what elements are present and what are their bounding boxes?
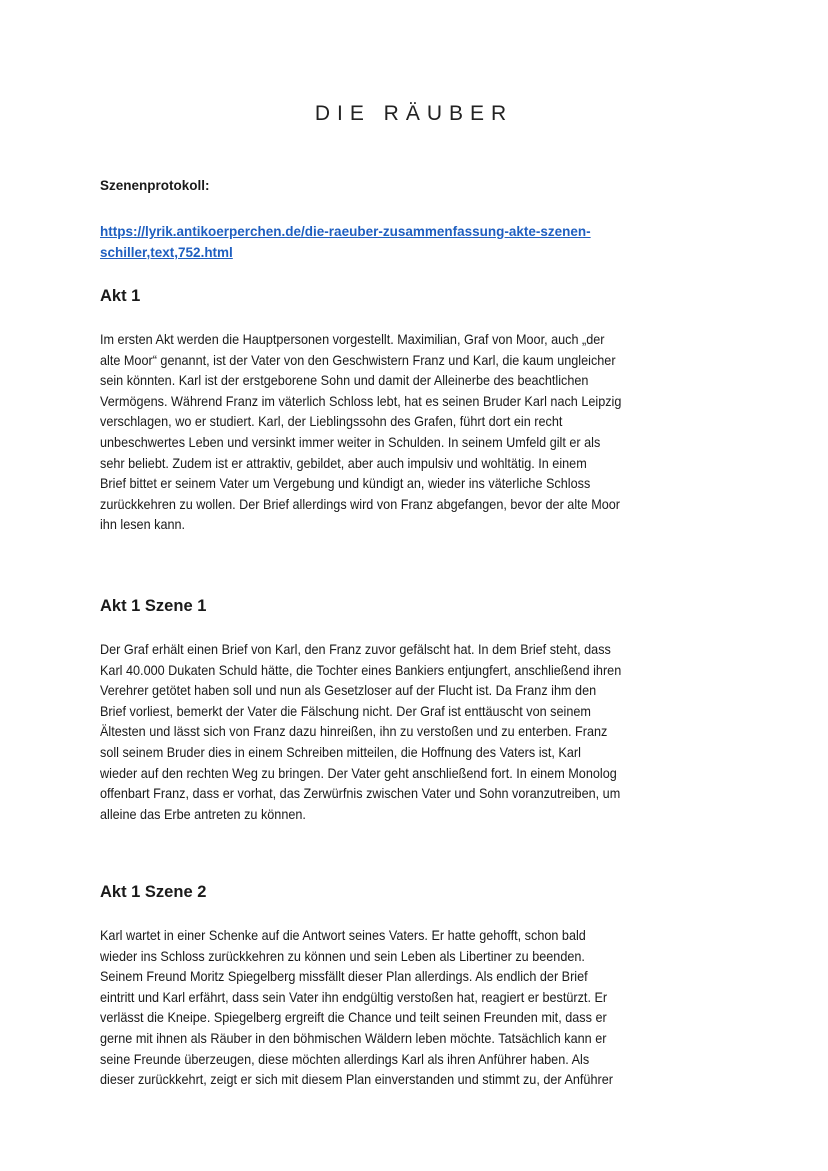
section-paragraph bbox=[100, 926, 652, 1091]
paragraph-line: Im ersten Akt werden die Hauptpersonen vorgestellt. Maximilian, Graf von Moor, auch „der bbox=[100, 332, 605, 347]
paragraph-line: Brief vorliest, bemerkt der Vater die Fälschung nicht. Der Graf ist enttäuscht von seinem bbox=[100, 703, 591, 719]
paragraph-line: zurückkehren zu wollen. Der Brief allerdings wird von Franz abgefangen, bevor der alte Moor bbox=[100, 496, 621, 512]
document-title: DIE RÄUBER bbox=[314, 102, 514, 125]
section-paragraph bbox=[100, 330, 661, 536]
section-heading: Akt 1 bbox=[100, 287, 141, 305]
paragraph-line: offenbart Franz, dass er vorhat, das Zerwürfnis zwischen Vater und Sohn voranzutreiben, um bbox=[100, 786, 621, 802]
paragraph-line: soll seinem Bruder dies in einem Schreiben mitteilen, die Hoffnung des Vaters ist, Karl bbox=[100, 744, 581, 760]
paragraph-line: alte Moor“ genannt, ist der Vater von den Geschwistern Franz und Karl, die kaum ungleicher bbox=[100, 352, 616, 368]
paragraph-line: dieser zurückkehrt, zeigt er sich mit diesem Plan einverstanden und stimmt zu, der Anführer bbox=[100, 1072, 613, 1088]
paragraph-line: Brief bittet er seinem Vater um Vergebung und kündigt an, wieder ins väterliche Schloss bbox=[100, 476, 591, 492]
paragraph-line: Der Graf erhält einen Brief von Karl, den Franz zuvor gefälscht hat. In dem Brief steht, dass bbox=[100, 642, 611, 657]
protocol-label: Szenenprotokoll: bbox=[100, 178, 210, 193]
paragraph-line: verlässt die Kneipe. Spiegelberg ergreift die Chance und teilt seinen Freunden mit, dass er bbox=[100, 1010, 607, 1026]
link-line[interactable]: schiller,text,752.html bbox=[100, 245, 233, 260]
paragraph-line: ihn lesen kann. bbox=[100, 517, 186, 533]
paragraph-line: Seinem Freund Moritz Spiegelberg missfällt dieser Plan allerdings. Als endlich der Brief bbox=[100, 969, 588, 985]
paragraph-line: unbeschwertes Leben und versinkt immer weiter in Schulden. In seinem Umfeld gilt er als bbox=[100, 434, 601, 450]
paragraph-line: Karl wartet in einer Schenke auf die Antwort seines Vaters. Er hatte gehofft, schon bald bbox=[100, 928, 586, 943]
section-heading: Akt 1 Szene 2 bbox=[100, 883, 207, 901]
paragraph-line: seine Freunde überzeugen, diese möchten allerdings Karl als ihren Anführer haben. Als bbox=[100, 1051, 590, 1067]
paragraph-line: sehr beliebt. Zudem ist er attraktiv, gebildet, aber auch impulsiv und wohltätig. In einem bbox=[100, 455, 587, 471]
paragraph-line: sein könnten. Karl ist der erstgeborene Sohn und damit der Alleinerbe des beachtlichen bbox=[100, 373, 589, 389]
paragraph-line: verschlagen, wo er studiert. Karl, der Lieblingssohn des Grafen, führt dort ein recht bbox=[100, 414, 563, 430]
paragraph-line: Vermögens. Während Franz im väterlich Schloss lebt, hat es seinen Bruder Karl nach Leipzig bbox=[100, 393, 622, 409]
link-line[interactable]: https://lyrik.antikoerperchen.de/die-raeuber-zusammenfassung-akte-szenen- bbox=[100, 224, 591, 239]
paragraph-line: Verehrer getötet haben soll und nun als Gesetzloser auf der Flucht ist. Da Franz ihm den bbox=[100, 683, 597, 699]
source-link[interactable] bbox=[100, 221, 591, 263]
paragraph-line: wieder auf den rechten Weg zu bringen. Der Vater geht anschließend fort. In einem Monolog bbox=[100, 765, 617, 781]
section-paragraph bbox=[100, 640, 660, 825]
paragraph-line: eintritt und Karl erfährt, dass sein Vater ihn endgültig verstoßen hat, reagiert er bestürzt. Er bbox=[100, 989, 608, 1005]
paragraph-line: alleine das Erbe antreten zu können. bbox=[100, 806, 306, 822]
paragraph-line: gerne mit ihnen als Räuber in den böhmischen Wäldern leben möchte. Tatsächlich kann er bbox=[100, 1030, 607, 1046]
section-heading: Akt 1 Szene 1 bbox=[100, 597, 207, 615]
paragraph-line: wieder ins Schloss zurückkehren zu können und sein Leben als Libertiner zu beenden. bbox=[100, 948, 585, 964]
paragraph-line: Ältesten und lässt sich von Franz dazu hinreißen, ihn zu verstoßen und zu enterben. Franz bbox=[100, 724, 608, 740]
paragraph-line: Karl 40.000 Dukaten Schuld hätte, die Tochter eines Bankiers entjungfert, anschließend ihren bbox=[100, 662, 622, 678]
